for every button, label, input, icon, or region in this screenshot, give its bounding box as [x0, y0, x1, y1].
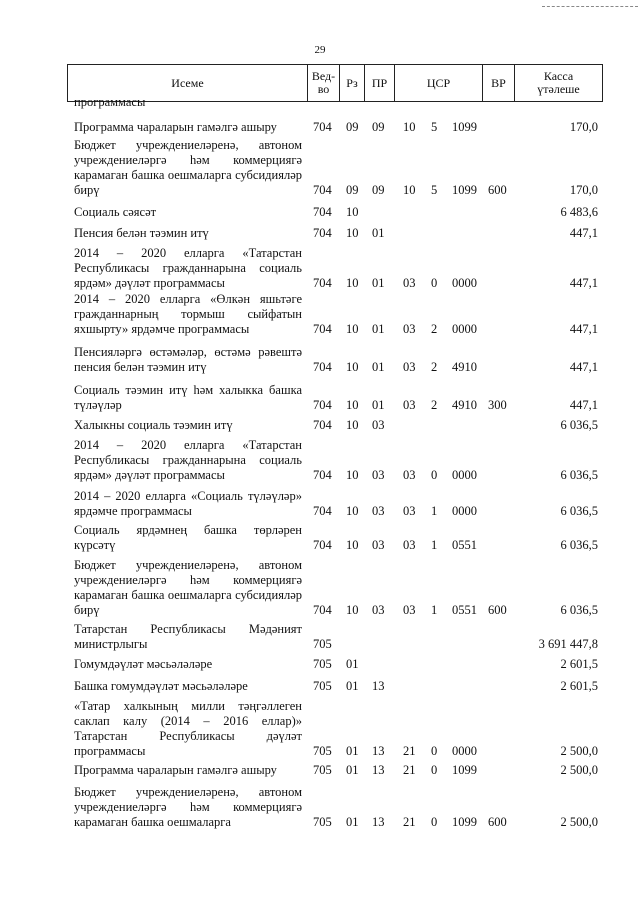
- table-row: [0, 489, 640, 519]
- row-name: Социаль ярдәмнең башка төрләрен күрсәтү: [74, 523, 302, 552]
- row-csr2: 0: [431, 276, 438, 290]
- row-rz: 10: [346, 322, 359, 336]
- row-csr2: 1: [431, 603, 438, 617]
- row-vedo: 705: [313, 637, 332, 651]
- table-row: [0, 138, 640, 198]
- row-name: 2014 – 2020 елларга «Татарстан Республикасы гражданнарына социаль ярдәм» дәүләт программасы: [74, 246, 302, 290]
- row-csr2: 0: [431, 763, 438, 777]
- row-rz: 10: [346, 468, 359, 482]
- header-rz: Рз: [340, 65, 365, 101]
- row-name: Пенсияләргә өстәмәләр, өстәмә рәвештә пенсия белән тәэмин итү: [74, 345, 302, 374]
- row-vedo: 705: [313, 815, 332, 829]
- row-vedo: 704: [313, 360, 332, 374]
- row-pr: 03: [372, 418, 385, 432]
- table-row: [0, 226, 640, 241]
- row-name: Бюджет учреждениеләренә, автоном учреждениеләргә һәм коммерциягә карамаган башка оешмаларга субсидияләр бирү: [74, 558, 302, 617]
- row-pr: 01: [372, 276, 385, 290]
- row-csr1: 03: [403, 360, 416, 374]
- table-row: [0, 785, 640, 830]
- header-csr: ЦСР: [395, 65, 483, 101]
- table-row: [0, 622, 640, 652]
- row-amount: 2 500,0: [560, 744, 598, 758]
- row-csr3: 4910: [452, 360, 477, 374]
- row-pr: 13: [372, 744, 385, 758]
- row-csr2: 1: [431, 504, 438, 518]
- row-csr1: 21: [403, 763, 416, 777]
- row-name: Программа чараларын гамәлгә ашыру: [74, 120, 277, 134]
- row-csr3: 0000: [452, 468, 477, 482]
- row-amount: 2 601,5: [560, 679, 598, 693]
- row-vedo: 704: [313, 468, 332, 482]
- row-csr1: 03: [403, 468, 416, 482]
- row-csr2: 0: [431, 744, 438, 758]
- row-amount: 447,1: [569, 276, 598, 290]
- row-name: Халыкны социаль тәэмин итү: [74, 418, 233, 432]
- row-name: Программа чараларын гамәлгә ашыру: [74, 763, 277, 777]
- row-vedo: 705: [313, 657, 332, 671]
- row-amount: 447,1: [569, 398, 598, 412]
- row-name: Социаль сәясәт: [74, 205, 157, 219]
- row-amount: 6 036,5: [560, 504, 598, 518]
- header-pr: ПР: [365, 65, 395, 101]
- row-csr2: 2: [431, 360, 438, 374]
- row-csr1: 21: [403, 744, 416, 758]
- row-vedo: 704: [313, 504, 332, 518]
- row-vr: 600: [488, 183, 507, 197]
- table-row: [0, 699, 640, 759]
- row-csr3: 1099: [452, 815, 477, 829]
- row-csr1: 03: [403, 322, 416, 336]
- row-rz: 10: [346, 538, 359, 552]
- row-vr: 600: [488, 603, 507, 617]
- row-csr2: 1: [431, 538, 438, 552]
- row-pr: 13: [372, 815, 385, 829]
- row-vr: 600: [488, 815, 507, 829]
- row-pr: 01: [372, 322, 385, 336]
- row-name: Башка гомумдәүләт мәсьәләләре: [74, 679, 248, 693]
- row-pr: 03: [372, 468, 385, 482]
- row-vedo: 704: [313, 183, 332, 197]
- page-number: 29: [314, 44, 326, 56]
- row-rz: 01: [346, 679, 359, 693]
- row-name: Татарстан Республикасы Мәдәният министрлыгы: [74, 622, 302, 651]
- row-vedo: 704: [313, 276, 332, 290]
- row-csr1: 03: [403, 276, 416, 290]
- row-amount: 447,1: [569, 322, 598, 336]
- row-rz: 10: [346, 603, 359, 617]
- row-name: Социаль тәэмин итү һәм халыкка башка түләүләр: [74, 383, 302, 412]
- row-csr2: 2: [431, 398, 438, 412]
- row-amount: 6 036,5: [560, 603, 598, 617]
- row-rz: 10: [346, 418, 359, 432]
- row-pr: 13: [372, 679, 385, 693]
- row-csr3: 0000: [452, 322, 477, 336]
- header-vr: ВР: [483, 65, 515, 101]
- row-csr1: 03: [403, 504, 416, 518]
- row-amount: 170,0: [569, 183, 598, 197]
- row-name: 2014 – 2020 елларга «Өлкән яшьтәге гражданнарның тормыш сыйфатын яхшырту» ярдәмче программасы: [74, 292, 302, 336]
- row-csr1: 10: [403, 120, 416, 134]
- table-row: [0, 205, 640, 220]
- row-csr2: 0: [431, 468, 438, 482]
- row-rz: 10: [346, 226, 359, 240]
- row-amount: 2 601,5: [560, 657, 598, 671]
- row-rz: 01: [346, 815, 359, 829]
- row-vedo: 705: [313, 763, 332, 777]
- row-csr3: 4910: [452, 398, 477, 412]
- row-rz: 10: [346, 205, 359, 219]
- row-vedo: 704: [313, 398, 332, 412]
- row-vedo: 705: [313, 679, 332, 693]
- table-row: [0, 523, 640, 553]
- row-rz: 10: [346, 276, 359, 290]
- row-csr2: 5: [431, 183, 438, 197]
- row-vedo: 704: [313, 120, 332, 134]
- row-rz: 09: [346, 183, 359, 197]
- row-pr: 03: [372, 603, 385, 617]
- row-csr3: 0000: [452, 276, 477, 290]
- table-row: [0, 657, 640, 672]
- header-name: Исеме: [68, 65, 308, 101]
- continued-row-text: программасы: [74, 95, 146, 109]
- row-csr3: 0551: [452, 603, 477, 617]
- row-amount: 6 036,5: [560, 468, 598, 482]
- row-amount: 2 500,0: [560, 763, 598, 777]
- row-amount: 170,0: [569, 120, 598, 134]
- row-rz: 10: [346, 504, 359, 518]
- table-row: [0, 345, 640, 375]
- row-csr1: 03: [403, 398, 416, 412]
- row-csr2: 5: [431, 120, 438, 134]
- row-vr: 300: [488, 398, 507, 412]
- row-name: Пенсия белән тәэмин итү: [74, 226, 209, 240]
- row-csr3: 0551: [452, 538, 477, 552]
- row-amount: 447,1: [569, 360, 598, 374]
- row-vedo: 704: [313, 538, 332, 552]
- row-csr2: 2: [431, 322, 438, 336]
- table-row: [0, 120, 640, 135]
- row-vedo: 704: [313, 603, 332, 617]
- row-name: Бюджет учреждениеләренә, автоном учреждениеләргә һәм коммерциягә карамаган башка оешмаларга субсидияләр бирү: [74, 138, 302, 197]
- row-csr1: 03: [403, 538, 416, 552]
- row-pr: 03: [372, 538, 385, 552]
- row-pr: 01: [372, 226, 385, 240]
- row-pr: 01: [372, 360, 385, 374]
- row-vedo: 704: [313, 226, 332, 240]
- table-row: [0, 418, 640, 433]
- row-csr3: 0000: [452, 504, 477, 518]
- row-rz: 10: [346, 398, 359, 412]
- table-row: [0, 558, 640, 618]
- row-csr3: 1099: [452, 120, 477, 134]
- row-amount: 447,1: [569, 226, 598, 240]
- row-rz: 01: [346, 744, 359, 758]
- row-name: 2014 – 2020 елларга «Татарстан Республикасы гражданнарына социаль ярдәм» дәүләт программасы: [74, 438, 302, 482]
- row-csr1: 21: [403, 815, 416, 829]
- row-csr2: 0: [431, 815, 438, 829]
- row-amount: 6 483,6: [560, 205, 598, 219]
- row-csr3: 1099: [452, 763, 477, 777]
- table-row: [0, 383, 640, 413]
- row-pr: 13: [372, 763, 385, 777]
- header-vedo: Вед- во: [308, 65, 340, 101]
- row-csr1: 10: [403, 183, 416, 197]
- row-rz: 01: [346, 657, 359, 671]
- table-row: [0, 246, 640, 291]
- row-csr1: 03: [403, 603, 416, 617]
- row-rz: 01: [346, 763, 359, 777]
- row-csr3: 0000: [452, 744, 477, 758]
- row-pr: 09: [372, 183, 385, 197]
- row-amount: 6 036,5: [560, 418, 598, 432]
- row-name: Гомумдәүләт мәсьәләләре: [74, 657, 213, 671]
- row-vedo: 704: [313, 418, 332, 432]
- row-amount: 6 036,5: [560, 538, 598, 552]
- table-row: [0, 679, 640, 694]
- row-name: «Татар халкының милли тәңгәллеген саклап калу (2014 – 2016 еллар)» Татарстан Республикасы дәүләт программасы: [74, 699, 302, 758]
- row-rz: 10: [346, 360, 359, 374]
- header-kassa: Касса үтәлеше: [537, 69, 580, 96]
- row-rz: 09: [346, 120, 359, 134]
- row-vedo: 704: [313, 322, 332, 336]
- row-name: 2014 – 2020 елларга «Социаль түләүләр» ярдәмче программасы: [74, 489, 302, 518]
- row-amount: 2 500,0: [560, 815, 598, 829]
- table-row: [0, 292, 640, 337]
- row-csr3: 1099: [452, 183, 477, 197]
- row-amount: 3 691 447,8: [538, 637, 598, 651]
- table-row: [0, 763, 640, 778]
- table-row: [0, 438, 640, 483]
- row-vedo: 704: [313, 205, 332, 219]
- row-pr: 03: [372, 504, 385, 518]
- row-pr: 01: [372, 398, 385, 412]
- row-pr: 09: [372, 120, 385, 134]
- row-vedo: 705: [313, 744, 332, 758]
- row-name: Бюджет учреждениеләренә, автоном учреждениеләргә һәм коммерциягә карамаган башка оешмаларга: [74, 785, 302, 829]
